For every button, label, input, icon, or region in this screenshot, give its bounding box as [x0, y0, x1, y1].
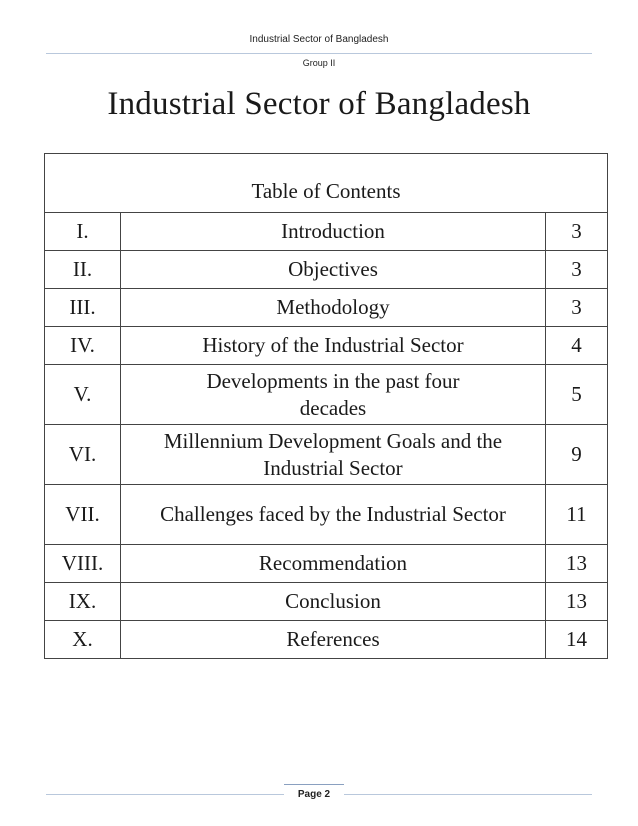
- running-header-title: Industrial Sector of Bangladesh: [249, 34, 389, 45]
- table-of-contents: [44, 153, 608, 659]
- toc-row-page: 11: [546, 485, 608, 545]
- toc-row-page: 5: [546, 365, 608, 425]
- toc-row: [45, 327, 608, 365]
- toc-row: [45, 583, 608, 621]
- toc-row-page: 3: [546, 251, 608, 289]
- toc-row-page: 14: [546, 621, 608, 659]
- toc-row-title: Millennium Development Goals and the Industrial Sector: [121, 425, 546, 485]
- toc-row-title: Developments in the past four decades: [121, 365, 546, 425]
- toc-row-page: 4: [546, 327, 608, 365]
- toc-row-page: 13: [546, 545, 608, 583]
- toc-row: [45, 545, 608, 583]
- page-number: Page 2: [284, 784, 344, 805]
- footer-rule-left: [46, 794, 284, 795]
- toc-row-number: VII.: [45, 485, 121, 545]
- toc-row-page: 9: [546, 425, 608, 485]
- toc-row-number: V.: [45, 365, 121, 425]
- toc-row: [45, 621, 608, 659]
- toc-row-title: Recommendation: [121, 545, 546, 583]
- toc-row-title: Objectives: [121, 251, 546, 289]
- toc-row: [45, 251, 608, 289]
- toc-heading: Table of Contents: [45, 154, 608, 213]
- toc-row-number: III.: [45, 289, 121, 327]
- toc-row-page: 3: [546, 289, 608, 327]
- toc-row-page: 3: [546, 213, 608, 251]
- toc-row-page: 13: [546, 583, 608, 621]
- toc-row-title: Challenges faced by the Industrial Sector: [121, 485, 546, 545]
- toc-row: [45, 485, 608, 545]
- header-rule: [46, 53, 592, 54]
- toc-row-number: X.: [45, 621, 121, 659]
- toc-row: [45, 425, 608, 485]
- toc-row-number: IX.: [45, 583, 121, 621]
- toc-row-number: VI.: [45, 425, 121, 485]
- toc-row: [45, 213, 608, 251]
- running-header-group: Group II: [302, 58, 336, 68]
- toc-row-number: VIII.: [45, 545, 121, 583]
- toc-row-title: Methodology: [121, 289, 546, 327]
- footer-rule-right: [344, 794, 592, 795]
- toc-row-title: History of the Industrial Sector: [121, 327, 546, 365]
- toc-row-title: Introduction: [121, 213, 546, 251]
- toc-row-title: References: [121, 621, 546, 659]
- toc-row-number: IV.: [45, 327, 121, 365]
- toc-row-number: II.: [45, 251, 121, 289]
- toc-row-title: Conclusion: [121, 583, 546, 621]
- toc-row-number: I.: [45, 213, 121, 251]
- page-title: Industrial Sector of Bangladesh: [107, 86, 531, 122]
- toc-row: [45, 289, 608, 327]
- toc-row: [45, 365, 608, 425]
